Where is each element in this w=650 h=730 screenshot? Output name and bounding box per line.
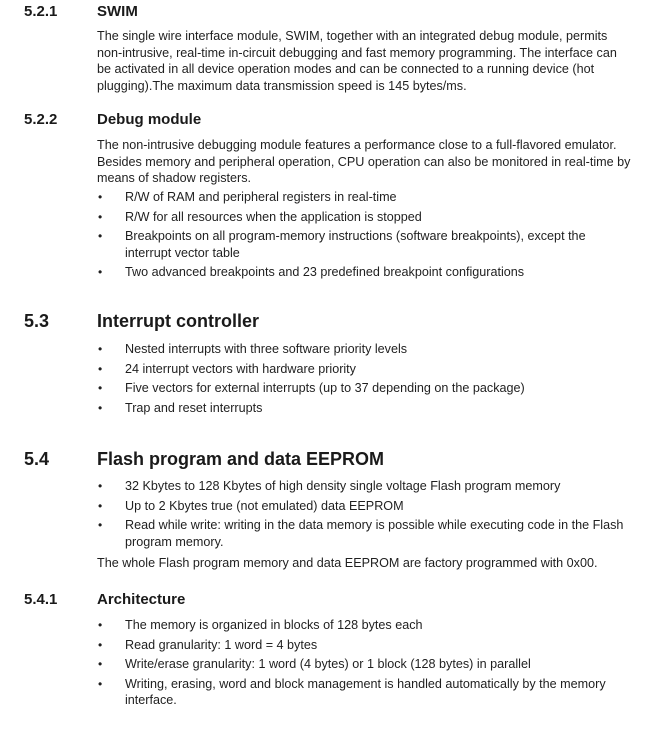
list-item-text: Breakpoints on all program-memory instructions (software breakpoints), except the interrupt vector table [125,229,586,260]
list-item-text: 24 interrupt vectors with hardware priority [125,361,356,376]
list-item [97,656,632,673]
bullet-icon: • [98,209,103,224]
list-item [97,361,632,378]
bullet-icon: • [98,657,103,671]
list-item-text: 32 Kbytes to 128 Kbytes of high density single voltage Flash program memory [125,479,561,493]
list-item-text: Nested interrupts with three software priority levels [125,342,408,356]
bullet-icon: • [98,361,103,376]
list-item [97,498,632,515]
list-item-text: Read granularity: 1 word = 4 bytes [125,637,318,652]
bullet-icon: • [98,229,103,243]
list-item-text: R/W of RAM and peripheral registers in real-time [125,190,397,204]
bullet-icon: • [98,518,103,532]
debug-paragraph: The non-intrusive debugging module features a performance close to a full-flavored emulator. Besides memory and peripheral operation, CPU operation can also be monitored in real-time by means of shadow registers. [97,138,631,185]
section-title-flash: Flash program and data EEPROM [97,449,385,469]
list-item-text: R/W for all resources when the application is stopped [125,209,422,224]
bullet-icon: • [98,265,103,279]
list-item [97,209,632,226]
list-item [97,400,632,417]
list-item [97,228,632,261]
bullet-icon: • [98,618,103,632]
list-item [97,517,632,550]
bullet-icon: • [98,479,103,493]
section-number-debug: 5.2.2 [24,111,58,128]
bullet-icon: • [98,676,103,691]
list-item [97,341,632,358]
list-item [97,617,632,634]
architecture-bullet-list [97,617,632,712]
list-item [97,380,632,397]
section-number-interrupt: 5.3 [24,311,50,331]
list-item [97,637,632,654]
interrupt-bullet-list [97,341,632,419]
bullet-icon: • [98,400,103,415]
debug-bullet-list [97,189,632,284]
list-item-text: Trap and reset interrupts [125,400,263,415]
list-item-text: Two advanced breakpoints and 23 predefined breakpoint configurations [125,265,525,279]
section-number-flash: 5.4 [24,449,50,469]
list-item [97,189,632,206]
flash-bullet-list [97,478,632,553]
section-number-architecture: 5.4.1 [24,591,58,608]
bullet-icon: • [98,637,103,652]
section-title-swim: SWIM [97,3,138,20]
section-title-interrupt: Interrupt controller [97,311,260,331]
list-item [97,264,632,281]
list-item-text: Writing, erasing, word and block management is handled automatically by the memory interface. [125,676,606,707]
list-item-text: Read while write: writing in the data memory is possible while executing code in the Flash program memory. [125,518,624,549]
list-item-text: Five vectors for external interrupts (up to 37 depending on the package) [125,381,525,395]
bullet-icon: • [98,498,103,513]
bullet-icon: • [98,381,103,395]
section-title-debug: Debug module [97,111,202,128]
flash-paragraph: The whole Flash program memory and data EEPROM are factory programmed with 0x00. [97,556,598,570]
list-item-text: The memory is organized in blocks of 128 bytes each [125,618,423,632]
list-item-text: Up to 2 Kbytes true (not emulated) data EEPROM [125,498,404,513]
section-number-swim: 5.2.1 [24,3,58,20]
swim-paragraph: The single wire interface module, SWIM, together with an integrated debug module, permits non-intrusive, real-time in-circuit debugging and fast memory programming. The interface can be activated in all device operation modes and can be connected to a running device (hot plugging).The maximum data transmission speed is 145 bytes/ms. [97,29,617,93]
list-item [97,676,632,709]
bullet-icon: • [98,342,103,356]
list-item [97,478,632,495]
list-item-text: Write/erase granularity: 1 word (4 bytes) or 1 block (128 bytes) in parallel [125,657,531,671]
bullet-icon: • [98,190,103,204]
section-title-architecture: Architecture [97,591,186,608]
